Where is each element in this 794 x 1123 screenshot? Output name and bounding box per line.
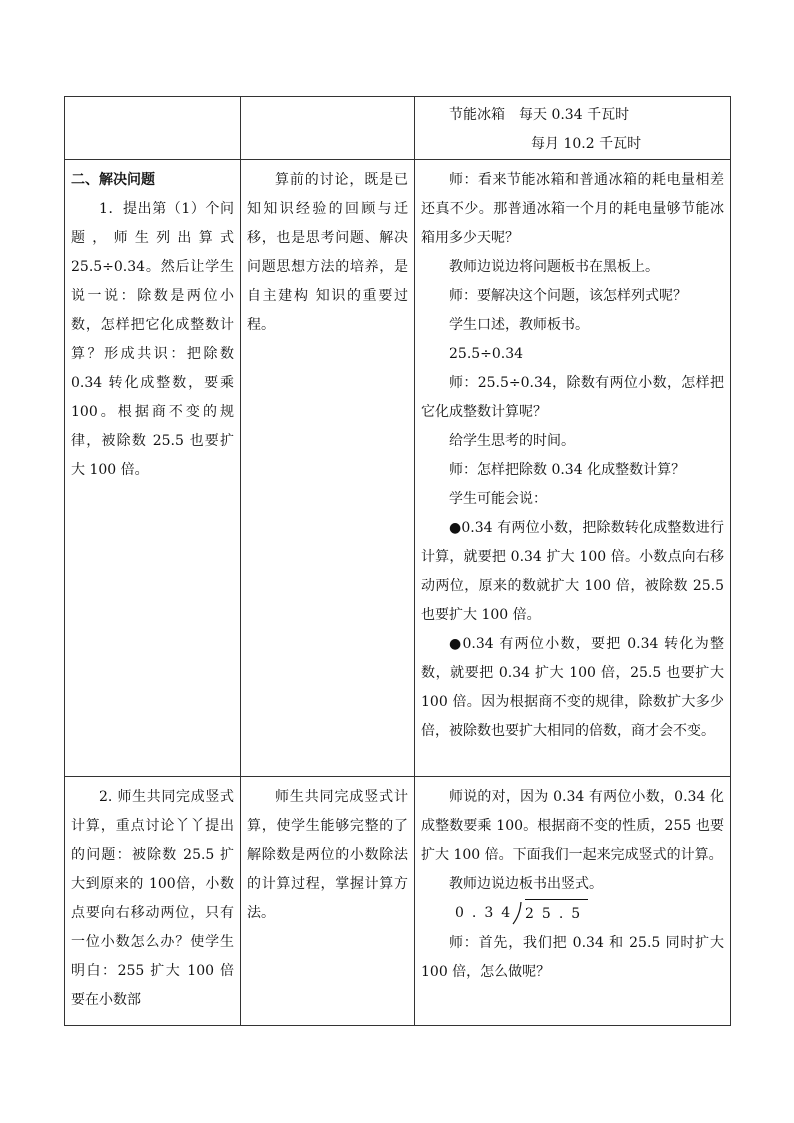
teacher-dialogue: 学生口述，教师板书。 <box>449 317 589 333</box>
step-one-text: 1．提出第（1）个问题，师生列出算式25.5÷0.34。然后让学生说一说：除数是两位小数，怎样把它化成整数计算？形成共识：把除数 0.34 转化成整数，要乘 100。根据商不变的规律，被除数 25.5 也要扩大 100 倍。 <box>71 201 234 478</box>
long-division-sketch <box>455 899 724 929</box>
lesson-plan-table <box>64 96 731 1026</box>
teacher-dialogue: 师：看来节能冰箱和普通冰箱的耗电量相差还真不少。那普通冰箱一个月的耗电量够节能冰箱用多少天呢？ <box>421 172 724 246</box>
student-answer: ●0.34 有两位小数，把除数转化成整数进行计算，就要把 0.34 扩大 100 倍。小数点向右移动两位，原来的数就扩大 100 倍，被除数 25.5 也要扩大 100 倍。 <box>421 520 724 623</box>
table-row <box>65 777 731 1026</box>
step-two-text: 2. 师生共同完成竖式计算，重点讨论丫丫提出的问题：被除数 25.5 扩大到原来的 100倍，小数点要向右移动两位，只有一位小数怎么办？使学生明白：255 扩大 100 倍要在小数部 <box>71 789 234 1008</box>
table-cell <box>415 97 731 160</box>
teacher-dialogue: 学生可能会说： <box>449 491 547 507</box>
section-heading: 二、解决问题 <box>71 172 155 188</box>
teacher-dialogue: 师说的对，因为 0.34 有两位小数，0.34 化成整数要乘 100。根据商不变的性质，255 也要扩大 100 倍。下面我们一起来完成竖式的计算。 <box>421 789 724 863</box>
table-cell <box>241 777 415 1026</box>
design-intent-text: 算前的讨论，既是已知知识经验的回顾与迁移，也是思考问题、解决问题思想方法的培养，是自主建构 知识的重要过程。 <box>247 172 408 333</box>
teacher-dialogue: 师：首先，我们把 0.34 和 25.5 同时扩大 100 倍，怎么做呢？ <box>421 935 724 980</box>
teacher-dialogue: 教师边说边板书出竖式。 <box>449 876 603 892</box>
table-cell <box>65 160 241 777</box>
table-cell <box>65 777 241 1026</box>
table-cell <box>241 160 415 777</box>
teacher-dialogue: 师：要解决这个问题，该怎样列式呢？ <box>449 288 687 304</box>
teacher-dialogue: 教师边说边将问题板书在黑板上。 <box>449 259 659 275</box>
student-answer: ●0.34 有两位小数，要把 0.34 转化为整数，就要把 0.34 扩大 100 倍，25.5 也要扩大 100 倍。因为根据商不变的规律，除数扩大多少倍，被除数也要扩大相同的倍数，商才会不变。 <box>421 636 724 739</box>
table-cell <box>241 97 415 160</box>
table-cell <box>415 777 731 1026</box>
expression-text: 25.5÷0.34 <box>449 346 524 362</box>
energy-fridge-daily: 节能冰箱 每天 0.34 千瓦时 <box>449 107 630 123</box>
table-cell <box>415 160 731 777</box>
division-dividend: 25.5 <box>525 899 588 925</box>
table-row <box>65 160 731 777</box>
teacher-dialogue: 师：怎样把除数 0.34 化成整数计算？ <box>449 462 686 478</box>
teacher-dialogue: 给学生思考的时间。 <box>449 433 575 449</box>
division-bracket <box>511 901 523 925</box>
teacher-dialogue: 师：25.5÷0.34，除数有两位小数，怎样把它化成整数计算呢？ <box>421 375 724 420</box>
division-divisor: 0.34 <box>455 905 519 921</box>
table-cell <box>65 97 241 160</box>
energy-fridge-monthly: 每月 10.2 千瓦时 <box>531 136 642 152</box>
table-row <box>65 97 731 160</box>
design-intent-text: 师生共同完成竖式计算，使学生能够完整的了解除数是两位的小数除法的计算过程，掌握计算方法。 <box>247 789 408 921</box>
